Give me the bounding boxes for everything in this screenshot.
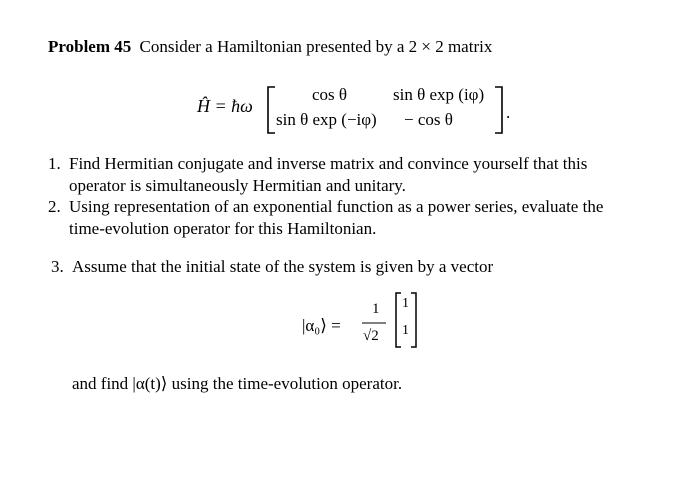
matrix-m21: sin θ exp (−iφ) (276, 110, 377, 129)
item-text-line: Find Hermitian conjugate and inverse matrix and convince yourself that this (69, 154, 588, 173)
vector-right-bracket (410, 292, 418, 348)
problem-label: Problem 45 (48, 37, 132, 56)
matrix-m22: − cos θ (404, 110, 453, 129)
item-text-line: operator is simultaneously Hermitian and unitary. (69, 176, 406, 195)
item-text-line: Using representation of an exponential function as a power series, evaluate the (69, 197, 604, 216)
state-lhs: |α₀⟩ = (302, 316, 341, 335)
matrix-m12: sin θ exp (iφ) (393, 85, 485, 104)
hamiltonian-lhs: Ĥ = ħω (197, 96, 253, 116)
vector-left-bracket (394, 292, 402, 348)
right-bracket (494, 86, 504, 134)
left-bracket (266, 86, 276, 134)
fraction-bar (362, 322, 386, 324)
equation-period: . (506, 103, 511, 122)
problem-statement: Consider a Hamiltonian presented by a 2 × 2 matrix (139, 37, 493, 56)
problem-header (48, 38, 492, 55)
item-number: 3. (51, 257, 64, 276)
vector-entry-2: 1 (402, 323, 409, 338)
item-text-line: Assume that the initial state of the system is given by a vector (72, 257, 494, 276)
item-number: 1. (48, 154, 61, 173)
item-text-line: time-evolution operator for this Hamiltonian. (69, 219, 377, 238)
vector-entry-1: 1 (402, 296, 409, 311)
fraction-numerator: 1 (372, 301, 380, 317)
matrix-m11: cos θ (312, 85, 348, 104)
closing-text: and find |α(t)⟩ using the time-evolution operator. (72, 374, 403, 393)
fraction-denominator: √2 (363, 328, 379, 344)
item-number: 2. (48, 197, 61, 216)
